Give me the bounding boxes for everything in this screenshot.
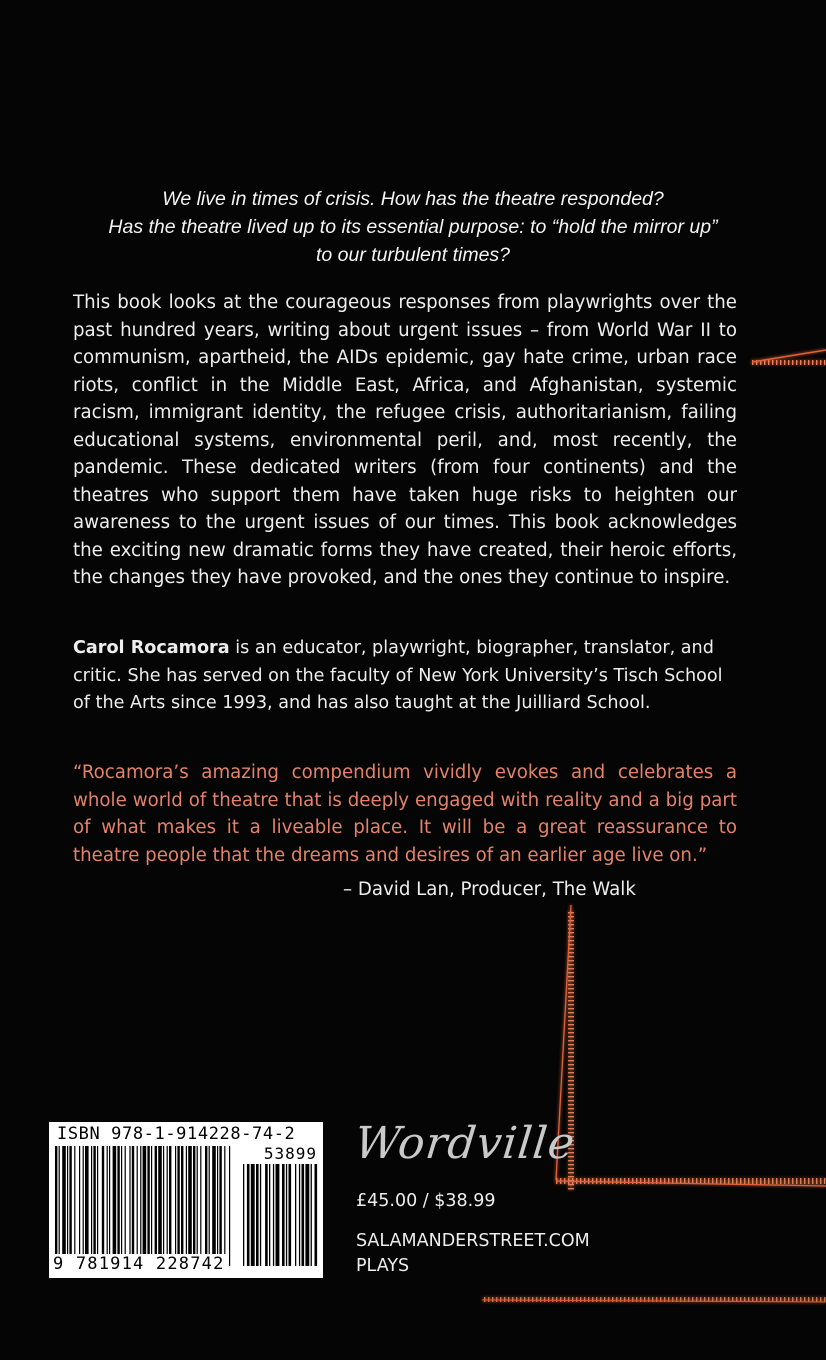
barcode-bar bbox=[209, 1146, 210, 1254]
publisher-website: SALAMANDERSTREET.COM bbox=[356, 1231, 590, 1251]
barcode-bar bbox=[193, 1146, 195, 1254]
barcode-bar bbox=[197, 1146, 198, 1254]
barcode-bar bbox=[140, 1146, 141, 1266]
barcode-bar bbox=[147, 1146, 149, 1254]
barcode-bar bbox=[91, 1146, 92, 1254]
barcode-bar bbox=[107, 1146, 108, 1254]
isbn-barcode bbox=[49, 1122, 323, 1278]
barcode-addon-bar bbox=[265, 1164, 268, 1266]
barcode-addon-bar bbox=[256, 1164, 259, 1266]
barcode-bar bbox=[93, 1146, 95, 1254]
barcode-bar bbox=[167, 1146, 168, 1254]
barcode-addon-bar bbox=[299, 1164, 300, 1266]
barcode-addon-bar bbox=[295, 1164, 296, 1266]
barcode-bar bbox=[125, 1146, 126, 1254]
book-description: This book looks at the courageous responses from playwrights over the past hundred years, writing about urgent issues – from World War II to communism, apartheid, the AIDs epidemic, gay hate crime, urban race riots, conflict in the Middle East, Africa, and Afghanistan, systemic racism, immigrant identity, the refugee crisis, authoritarianism, failing educational systems, environmental peril, and, most recently, the pandemic. These dedicated writers (from four continents) and the theatres who support them have taken huge risks to heighten our awareness to the urgent issues of our times. This book acknowledges the exciting new dramatic forms they have created, their heroic efforts, the changes they have provoked, and the ones they continue to inspire. bbox=[73, 292, 737, 588]
barcode-bar bbox=[177, 1146, 179, 1254]
barcode-bar bbox=[83, 1146, 84, 1254]
barcode-addon-bar bbox=[311, 1164, 312, 1266]
tagline bbox=[60, 185, 766, 269]
barcode-bar bbox=[109, 1146, 110, 1254]
ean-digits: 9 781914 228742 bbox=[53, 1254, 225, 1274]
isbn-label: ISBN 978-1-914228-74-2 bbox=[57, 1124, 296, 1144]
barcode-bar bbox=[200, 1146, 201, 1254]
barcode-addon-bar bbox=[289, 1164, 292, 1266]
endorsement-quote: “Rocamora’s amazing compendium vividly evokes and celebrates a whole world of theatre that is deeply engaged with reality and a big part of what makes it a liveable place. It will be a great reassurance to theatre people that the dreams and desires of an earlier age live on.” bbox=[73, 762, 737, 866]
tagline-line: to our turbulent times? bbox=[315, 244, 511, 266]
barcode-addon-bar bbox=[251, 1164, 255, 1266]
barcode-bar bbox=[113, 1146, 117, 1254]
barcode-bar bbox=[85, 1146, 89, 1254]
author-bio bbox=[73, 635, 737, 718]
price: £45.00 / $38.99 bbox=[356, 1191, 496, 1211]
barcode-bar bbox=[205, 1146, 207, 1254]
barcode-bar bbox=[158, 1146, 162, 1254]
barcode-bar bbox=[121, 1146, 122, 1254]
barcode-addon-bar bbox=[273, 1164, 274, 1266]
publisher-logo: Wordville bbox=[352, 1118, 578, 1169]
tagline-line: We live in times of crisis. How has the theatre responded? bbox=[162, 188, 664, 210]
author-name: Carol Rocamora bbox=[73, 638, 230, 658]
barcode-bar bbox=[102, 1146, 104, 1254]
barcode-addon-bar bbox=[247, 1164, 250, 1266]
barcode-bar bbox=[212, 1146, 216, 1254]
barcode-bar bbox=[151, 1146, 152, 1254]
book-category: PLAYS bbox=[356, 1256, 410, 1276]
barcode-bar bbox=[188, 1146, 192, 1254]
barcode-bar bbox=[224, 1146, 225, 1266]
barcode-addon-bar bbox=[269, 1164, 270, 1266]
author-bio-text: is an educator, playwright, biographer, translator, and critic. She has served on the faculty of New York University’s Tisch School of the Arts since 1993, and has also taught at the Juilliard School. bbox=[73, 638, 723, 713]
barcode-addon-bar bbox=[302, 1164, 305, 1266]
barcode-bar bbox=[181, 1146, 183, 1254]
barcode-bar bbox=[229, 1146, 230, 1266]
barcode-bar bbox=[67, 1146, 68, 1254]
barcode-addon-bar bbox=[315, 1164, 318, 1266]
price-code: 53899 bbox=[263, 1144, 317, 1163]
barcode-addon-bar bbox=[286, 1164, 287, 1266]
barcode-bar bbox=[117, 1146, 119, 1254]
barcode-bar bbox=[132, 1146, 134, 1254]
barcode-addon-bar bbox=[305, 1164, 309, 1266]
barcode-bar bbox=[143, 1146, 147, 1266]
barcode-addon-bar bbox=[282, 1164, 285, 1266]
barcode-bar bbox=[55, 1146, 57, 1266]
barcode-bar bbox=[97, 1146, 98, 1254]
tagline-line: Has the theatre lived up to its essential purpose: to “hold the mirror up” bbox=[108, 216, 718, 238]
barcode-bar bbox=[69, 1146, 71, 1254]
barcode-bar bbox=[74, 1146, 75, 1254]
barcode-addon-bar bbox=[243, 1164, 244, 1266]
barcode-bar bbox=[217, 1146, 218, 1254]
barcode-bar bbox=[175, 1146, 176, 1254]
barcode-bar bbox=[62, 1146, 66, 1254]
barcode-bar bbox=[169, 1146, 171, 1254]
barcode-addon-bar bbox=[276, 1164, 280, 1266]
barcode-bar bbox=[129, 1146, 130, 1254]
barcode-bar bbox=[137, 1146, 138, 1254]
barcode-bar bbox=[79, 1146, 80, 1254]
barcode-bar bbox=[219, 1146, 221, 1254]
endorsement-attribution: – David Lan, Producer, The Walk bbox=[343, 879, 636, 900]
barcode-addon-bar bbox=[260, 1164, 261, 1266]
barcode-bar bbox=[155, 1146, 157, 1254]
barcode-bar bbox=[186, 1146, 187, 1254]
barcode-bar bbox=[59, 1146, 60, 1266]
barcode-bar bbox=[163, 1146, 164, 1254]
barcode-bars bbox=[53, 1146, 319, 1270]
